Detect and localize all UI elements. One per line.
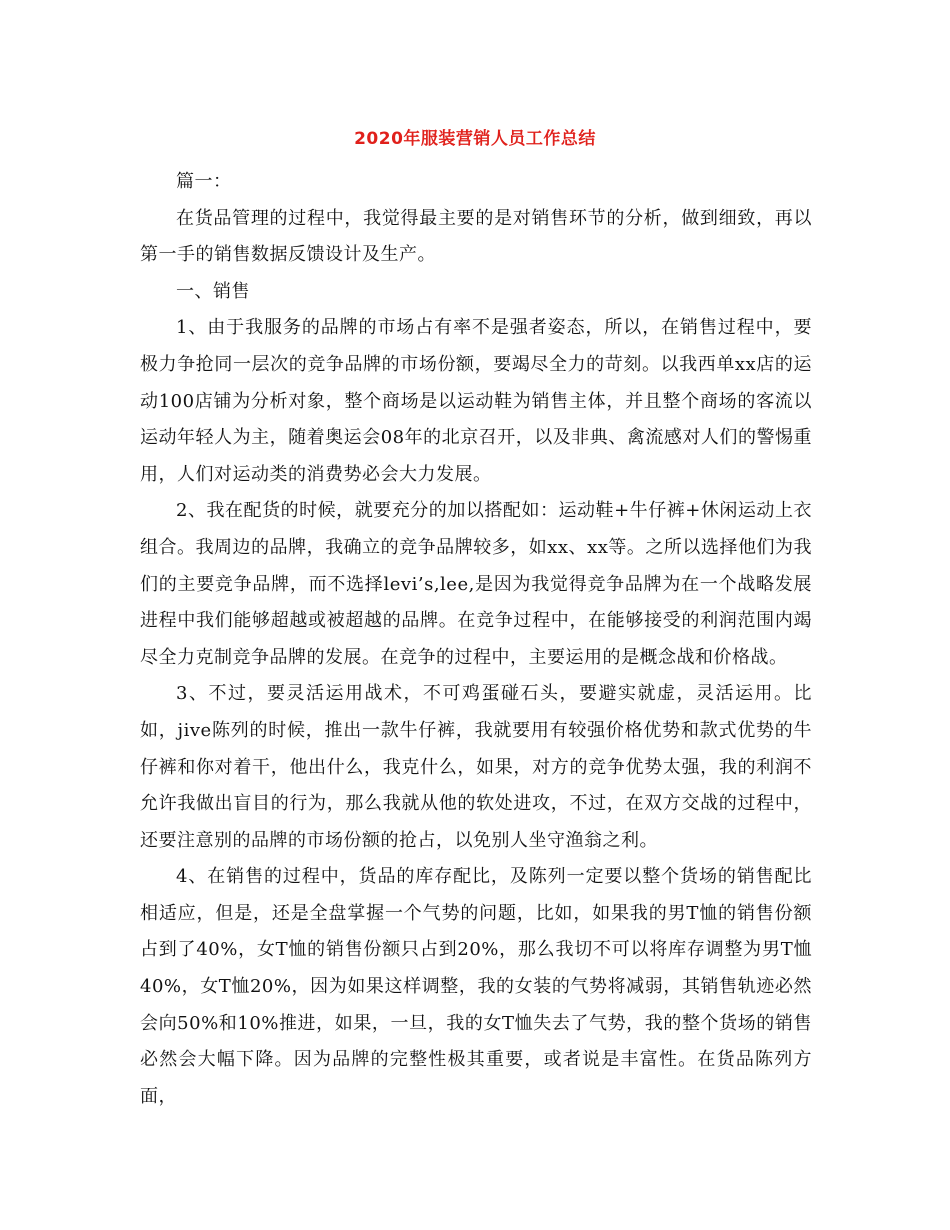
paragraph-point-3: 3、不过，要灵活运用战术，不可鸡蛋碰石头，要避实就虚，灵活运用。比如，jive陈列的时候，推出一款牛仔裤，我就要用有较强价格优势和款式优势的牛仔裤和你对着干，他出什么，我克什么，如果，对方的竞争优势太强，我的利润不允许我做出盲目的行为，那么我就从他的软处进攻，不过，在双方交战的过程中，还要注意别的品牌的市场份额的抢占，以免别人坐守渔翁之利。 — [140, 683, 812, 851]
paragraph-heading-part-one: 篇一： — [176, 171, 232, 192]
document-title: 2020年服装营销人员工作总结 — [354, 129, 596, 149]
paragraph-point-4: 4、在销售的过程中，货品的库存配比，及陈列一定要以整个货场的销售配比相适应，但是，还是全盘掌握一个气势的问题，比如，如果我的男T恤的销售份额占到了40%，女T恤的销售份额只占到20%，那么我切不可以将库存调整为男T恤40%，女T恤20%，因为如果这样调整，我的女装的气势将减弱，其销售轨迹必然会向50%和10%推进，如果，一旦，我的女T恤失去了气势，我的整个货场的销售必然会大幅下降。因为品牌的完整性极其重要，或者说是丰富性。在货品陈列方面， — [140, 866, 812, 1107]
paragraph-intro: 在货品管理的过程中，我觉得最主要的是对销售环节的分析，做到细致，再以第一手的销售数据反馈设计及生产。 — [140, 207, 812, 266]
section-heading-sales: 一、销售 — [176, 280, 250, 302]
paragraph-point-2: 2、我在配货的时候，就要充分的加以搭配如：运动鞋+牛仔裤+休闲运动上衣组合。我周边的品牌，我确立的竞争品牌较多，如xx、xx等。之所以选择他们为我们的主要竞争品牌，而不选择levi’s,lee,是因为我觉得竞争品牌为在一个战略发展进程中我们能够超越或被超越的品牌。在竞争过程中，在能够接受的利润范围内竭尽全力克制竞争品牌的发展。在竞争的过程中，主要运用的是概念战和价格战。 — [140, 500, 812, 668]
paragraph-point-1: 1、由于我服务的品牌的市场占有率不是强者姿态，所以，在销售过程中，要极力争抢同一层次的竞争品牌的市场份额，要竭尽全力的苛刻。以我西单xx店的运动100店铺为分析对象，整个商场是以运动鞋为销售主体，并且整个商场的客流以运动年轻人为主，随着奥运会08年的北京召开，以及非典、禽流感对人们的警惕重用，人们对运动类的消费势必会大力发展。 — [140, 317, 812, 485]
document-body — [140, 164, 812, 1115]
